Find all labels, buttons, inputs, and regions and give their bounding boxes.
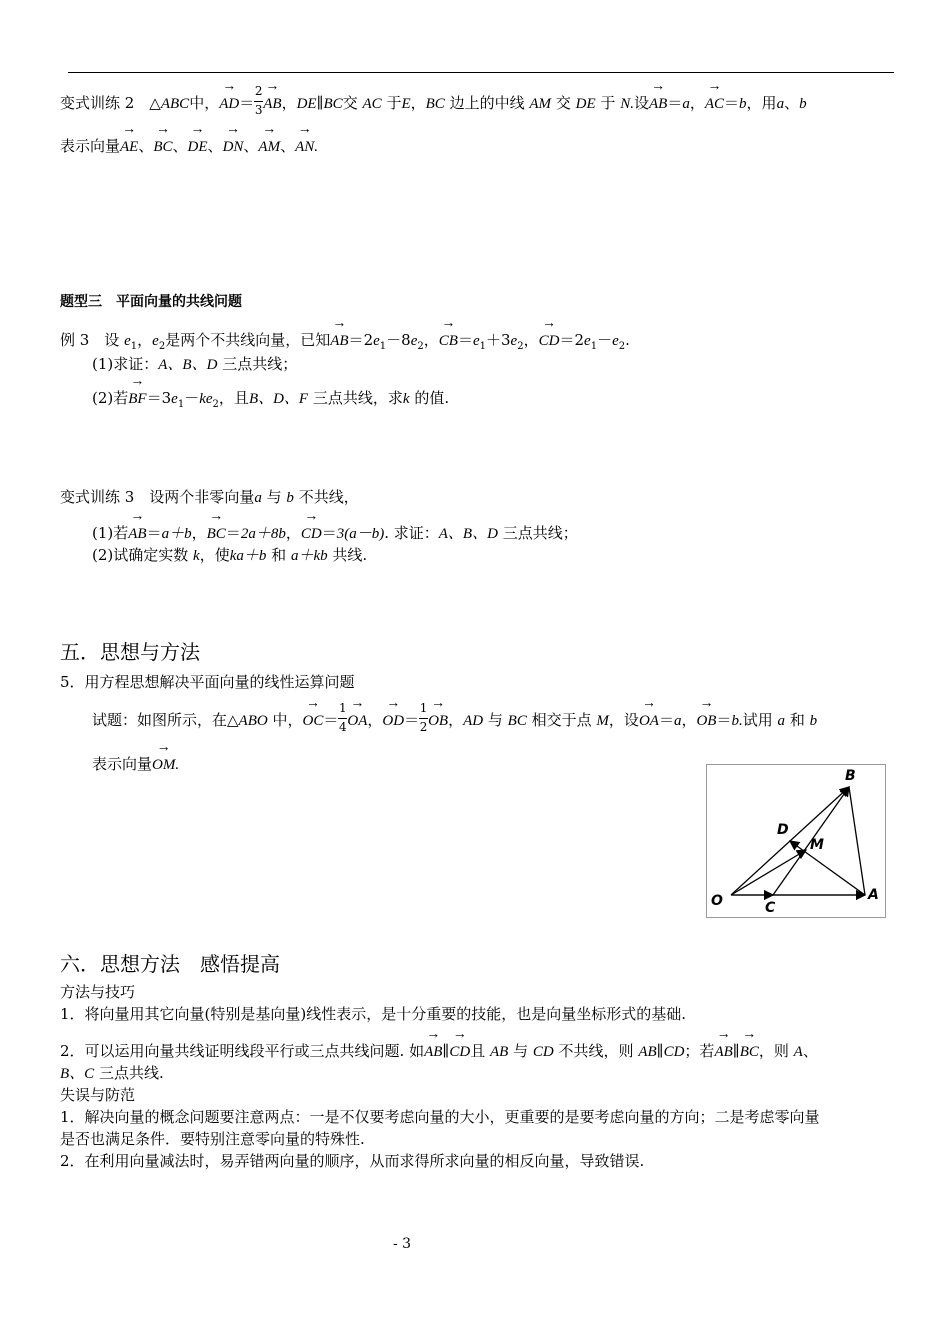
section3-title: 题型三 平面向量的共线问题 [60, 294, 242, 310]
label-A: A [868, 887, 879, 903]
page-number: - 3 [393, 1236, 412, 1252]
variant2-line1: 变式训练 2 △ABC中，→ AD＝ $\frac{2}{3}$ → AB，DE∥BC交 AC 于E，BC 边上的中线 AM 交 DE 于 N.设→ AB＝a，→ AC＝b，用a、b [60, 93, 807, 113]
error-1-line1: 1．解决向量的概念问题要注意两点：一是不仅要考虑向量的大小，更重要的是要考虑向量的方向；二是考虑零向量 [60, 1108, 820, 1126]
section6-title: 六．思想方法 感悟提高 [60, 952, 280, 976]
example3-line1: 例 3 设 $e_1$，$e_2$是两个不共线向量，已知→ $AB=2e_1-8e_2$，→ $CB=e_1+3e_2$，→ $CD=2e_1-e_2$. [60, 331, 630, 353]
error-1-line2: 是否也满足条件．要特别注意零向量的特殊性. [60, 1130, 365, 1148]
example3-part1: (1)求证：A、B、D 三点共线； [92, 355, 298, 373]
variant2-line2: 表示向量→ AE、→ BC、→ DE、→ DN、→ AM、→ AN. [60, 137, 318, 156]
error-2: 2．在利用向量减法时，易弄错两向量的顺序，从而求得所求向量的相反向量，导致错误. [60, 1152, 645, 1170]
tip-2-line1: 2．可以运用向量共线证明线段平行或三点共线问题. 如→ AB∥→ CD且 AB 与 CD 不共线，则 AB∥CD；若→ AB∥→ BC，则 A、 [60, 1042, 818, 1061]
variant3-part2: (2)试确定实数 k，使ka＋b 和 a＋kb 共线. [92, 546, 368, 564]
section5-sub: 5．用方程思想解决平面向量的线性运算问题 [60, 673, 355, 691]
label-M: M [810, 837, 824, 853]
section5-question-line1: 试题：如图所示，在△ABO 中，→ OC＝ $\frac{1}{4}$ → OA，→ OD＝ $\frac{1}{2}$ → OB，AD 与 BC 相交于点 M，设→ OA＝a，→ OB＝b.试用 a 和 b [92, 710, 817, 730]
example3-part2: (2)若→ $BF=3e_1-ke_2$，且B、D、F 三点共线，求k 的值. [92, 389, 449, 411]
label-B: B [845, 768, 856, 784]
label-O: O [711, 893, 723, 909]
label-D: D [777, 822, 789, 838]
variant3-part1: (1)若→ AB＝a＋b，→ BC＝2a＋8b，→ CD＝3(a－b). 求证：A、B、D 三点共线； [92, 524, 578, 543]
tip-1: 1．将向量用其它向量(特别是基向量)线性表示，是十分重要的技能，也是向量坐标形式的基础. [60, 1005, 687, 1023]
segment-AB [849, 787, 865, 895]
triangle-figure [706, 764, 886, 918]
segment-OM [731, 850, 806, 895]
tips-heading: 方法与技巧 [60, 983, 136, 1001]
section5-title: 五．思想与方法 [60, 640, 200, 664]
label-C: C [765, 900, 776, 916]
errors-heading: 失误与防范 [60, 1086, 136, 1104]
section5-question-line2: 表示向量→ OM. [92, 755, 179, 774]
header-rule [68, 72, 894, 73]
segment-AD [790, 841, 865, 895]
triangle-diagram [707, 765, 885, 917]
variant3-line1: 变式训练 3 设两个非零向量a 与 b 不共线， [60, 488, 359, 506]
tip-2-line2: B、C 三点共线. [60, 1064, 164, 1082]
